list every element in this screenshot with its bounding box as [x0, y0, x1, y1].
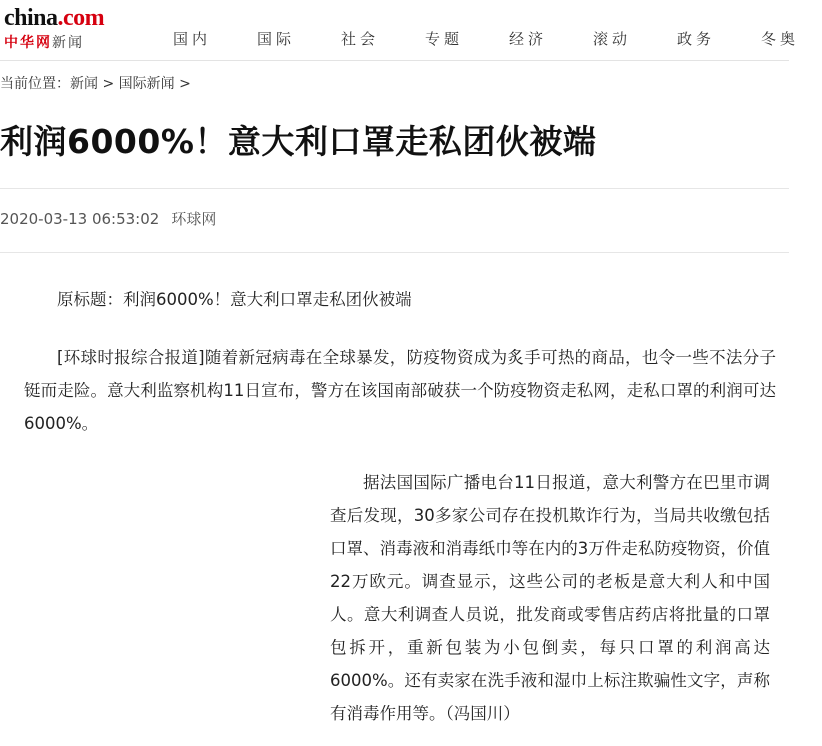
nav-item-domestic[interactable]: 国内 — [172, 30, 211, 48]
nav-item-rolling[interactable]: 滚动 — [592, 30, 631, 48]
nav-item-society[interactable]: 社会 — [340, 30, 379, 48]
site-header — [0, 0, 799, 61]
nav-item-special[interactable]: 专题 — [424, 30, 463, 48]
article-title: 利润6000%！意大利口罩走私团伙被端 — [0, 122, 597, 161]
article-paragraph-body: 据法国国际广播电台11日报道，意大利警方在巴里市调查后发现，30多家公司存在投机欺诈行为，当局共收缴包括口罩、消毒液和消毒纸巾等在内的3万件走私防疫物资，价值22万欧元。调查显示，这些公司的老板是意大利人和中国人。意大利调查人员说，批发商或零售店药店将批量的口罩包拆开，重新包装为小包倒卖，每只口罩的利润高达6000%。还有卖家在洗手液和湿巾上标注欺骗性文字，声称有消毒作用等。（冯国川） — [330, 473, 770, 723]
logo-part-china: china — [4, 5, 58, 31]
article-source[interactable]: 环球网 — [171, 210, 217, 228]
site-logo[interactable] — [4, 3, 114, 55]
breadcrumb-separator: > — [179, 76, 191, 92]
logo-wordmark — [4, 3, 104, 33]
breadcrumb-link-news[interactable]: 新闻 — [70, 76, 98, 92]
nav-item-government[interactable]: 政务 — [676, 30, 715, 48]
nav-item-winter-olympics[interactable]: 冬奥 — [760, 30, 799, 48]
nav-item-economy[interactable]: 经济 — [508, 30, 547, 48]
article-paragraph-lead: [环球时报综合报道]随着新冠病毒在全球暴发，防疫物资成为炙手可热的商品，也令一些不法分子铤而走险。意大利监察机构11日宣布，警方在该国南部破获一个防疫物资走私网，走私口罩的利润可达6000%。 — [24, 348, 776, 433]
logo-part-com: .com — [57, 5, 105, 31]
logo-sub-brand: 中华网 — [4, 35, 52, 51]
meta-divider — [0, 252, 789, 253]
main-nav — [150, 28, 822, 50]
title-divider — [0, 188, 789, 189]
article-meta — [0, 208, 216, 230]
article-paragraph-original-title: 原标题：利润6000%！意大利口罩走私团伙被端 — [57, 290, 412, 309]
breadcrumb — [0, 74, 191, 94]
logo-sub-section: 新闻 — [52, 35, 84, 51]
nav-item-international[interactable]: 国际 — [256, 30, 295, 48]
breadcrumb-separator: > — [102, 76, 115, 92]
breadcrumb-link-international-news[interactable]: 国际新闻 — [118, 76, 175, 92]
publish-datetime: 2020-03-13 06:53:02 — [0, 210, 160, 228]
logo-subtitle — [4, 33, 84, 53]
breadcrumb-prefix: 当前位置： — [0, 76, 70, 92]
